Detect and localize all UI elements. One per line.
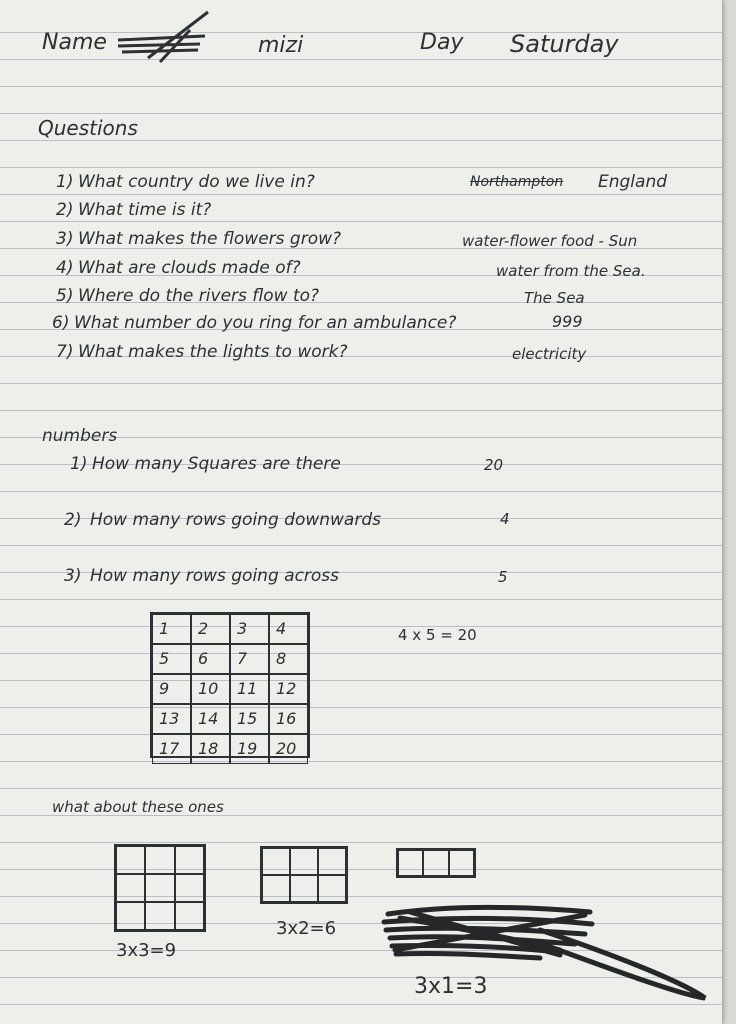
equation-3x2: 3x2=6 (276, 918, 337, 939)
grid-cell: 6 (191, 644, 230, 674)
question-5-answer: The Sea (524, 289, 585, 307)
question-4-number: 4) (56, 258, 74, 278)
question-3-answer: water-flower food - Sun (462, 232, 638, 250)
grid-equation: 4 x 5 = 20 (398, 626, 477, 644)
question-5-text: Where do the rivers flow to? (78, 286, 320, 306)
grid-cell: 8 (269, 644, 308, 674)
question-1-number: 1) (56, 172, 74, 192)
day-value: Saturday (510, 30, 619, 58)
number-question-1-text: How many Squares are there (92, 454, 341, 474)
question-6-text: What number do you ring for an ambulance? (74, 313, 457, 333)
number-question-1-number: 1) (70, 454, 88, 474)
name-value: mizi (258, 33, 304, 58)
grid-cell: 18 (191, 734, 230, 764)
numbers-heading: numbers (42, 426, 118, 446)
question-3-number: 3) (56, 229, 74, 249)
grid-cell: 17 (152, 734, 191, 764)
grid-cell: 4 (269, 614, 308, 644)
question-1-answer: England (598, 172, 668, 192)
equation-3x1: 3x1=3 (414, 974, 488, 999)
grid-cell: 10 (191, 674, 230, 704)
question-7-text: What makes the lights to work? (78, 342, 348, 362)
equation-3x3: 3x3=9 (116, 940, 177, 961)
question-7-answer: electricity (512, 345, 587, 363)
grid-cell: 5 (152, 644, 191, 674)
grid-cell: 15 (230, 704, 269, 734)
number-question-3-number: 3) (64, 566, 82, 586)
question-1-text: What country do we live in? (78, 172, 315, 192)
question-1-crossed-answer: Northampton (470, 174, 564, 190)
grid-cell: 2 (191, 614, 230, 644)
question-2-text: What time is it? (78, 200, 212, 220)
question-4-answer: water from the Sea. (496, 262, 646, 280)
grid-cell: 16 (269, 704, 308, 734)
question-4-text: What are clouds made of? (78, 258, 301, 278)
number-question-2-answer: 4 (500, 510, 510, 528)
question-2-number: 2) (56, 200, 74, 220)
question-5-number: 5) (56, 286, 74, 306)
grid-cell: 12 (269, 674, 308, 704)
grid-cell: 14 (191, 704, 230, 734)
grid-cell: 1 (152, 614, 191, 644)
number-question-2-text: How many rows going downwards (90, 510, 381, 530)
name-label: Name (42, 30, 107, 55)
question-7-number: 7) (56, 342, 74, 362)
grid-cell: 7 (230, 644, 269, 674)
question-6-answer: 999 (552, 312, 583, 331)
grid-cell: 13 (152, 704, 191, 734)
grid-cell: 9 (152, 674, 191, 704)
question-3-text: What makes the flowers grow? (78, 229, 342, 249)
grid-cell: 20 (269, 734, 308, 764)
what-about-heading: what about these ones (52, 798, 224, 816)
grid-cell: 11 (230, 674, 269, 704)
number-question-3-answer: 5 (498, 568, 508, 586)
number-question-1-answer: 20 (484, 456, 504, 474)
questions-heading: Questions (38, 116, 138, 140)
grid-cell: 19 (230, 734, 269, 764)
number-question-3-text: How many rows going across (90, 566, 340, 586)
question-6-number: 6) (52, 313, 70, 333)
grid-cell: 3 (230, 614, 269, 644)
number-question-2-number: 2) (64, 510, 82, 530)
day-label: Day (420, 30, 464, 55)
